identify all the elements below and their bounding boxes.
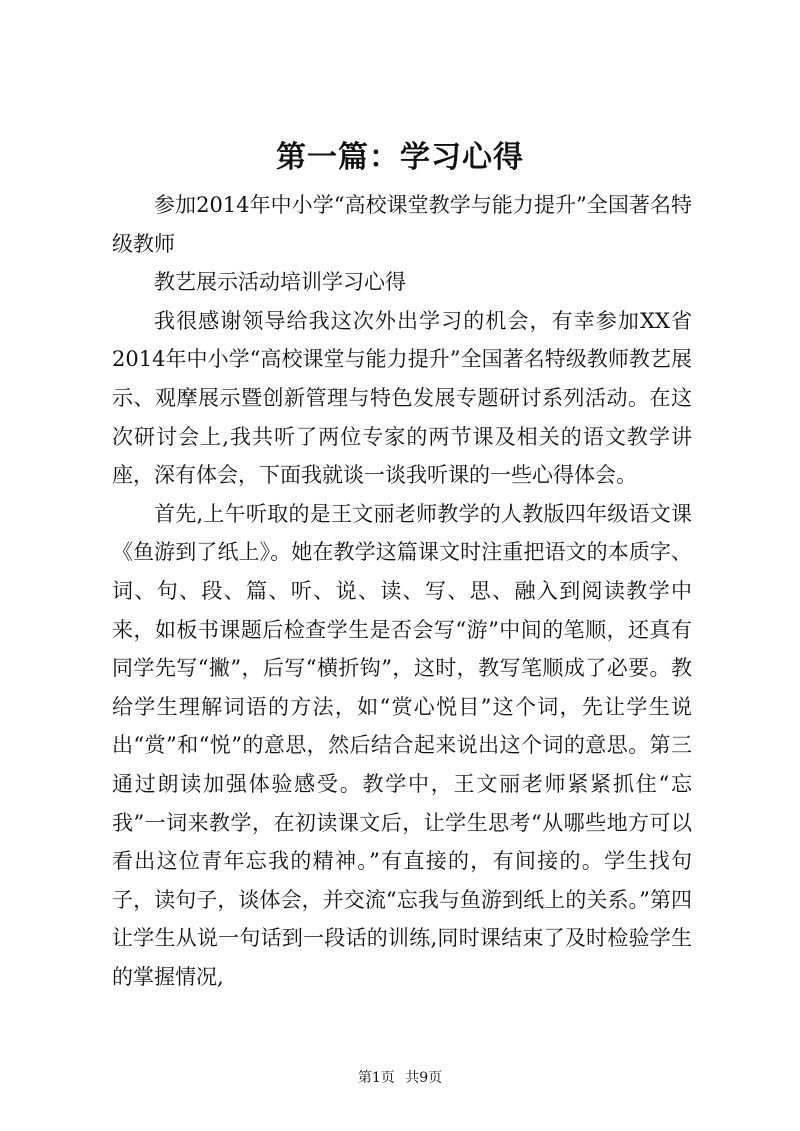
paragraph-heading-line-2: 教艺展示活动培训学习心得 xyxy=(154,270,406,295)
page-number: 第1页 xyxy=(357,1070,395,1086)
page-title: 第一篇：学习心得 xyxy=(276,140,524,175)
paragraph-intro: 我很感谢领导给我这次外出学习的机会，有幸参加XX省2014年中小学“高校课堂与能力提升”全国著名特级教师教艺展示、观摩展示暨创新管理与特色发展专题研讨系列活动。在这次研讨会上,我共听了两位专家的两节课及相关的语文教学讲座，深有体会，下面我就谈一谈我听课的一些心得体会。 xyxy=(112,308,692,488)
page-total: 共9页 xyxy=(405,1070,443,1086)
page-footer xyxy=(0,1068,800,1088)
document-body xyxy=(112,186,692,996)
paragraph-first-lesson: 首先,上午听取的是王文丽老师教学的人教版四年级语文课《鱼游到了纸上》。她在教学这篇课文时注重把语文的本质字、词、句、段、篇、听、说、读、写、思、融入到阅读教学中来，如板书课题后检查学生是否会写“游”中间的笔顺，还真有同学先写“撇”，后写“横折钩”，这时，教写笔顺成了必要。教给学生理解词语的方法，如“赏心悦目”这个词，先让学生说出“赏”和“悦”的意思，然后结合起来说出这个词的意思。第三通过朗读加强体验感受。教学中，王文丽老师紧紧抓住“忘我”一词来教学，在初读课文后，让学生思考“从哪些地方可以看出这位青年忘我的精神。”有直接的，有间接的。学生找句子，读句子，谈体会，并交流“忘我与鱼游到纸上的关系。”第四让学生从说一句话到一段话的训练,同时课结束了及时检验学生的掌握情况, xyxy=(112,501,692,989)
paragraph-heading-line-1: 参加2014年中小学“高校课堂教学与能力提升”全国著名特级教师 xyxy=(112,193,692,256)
